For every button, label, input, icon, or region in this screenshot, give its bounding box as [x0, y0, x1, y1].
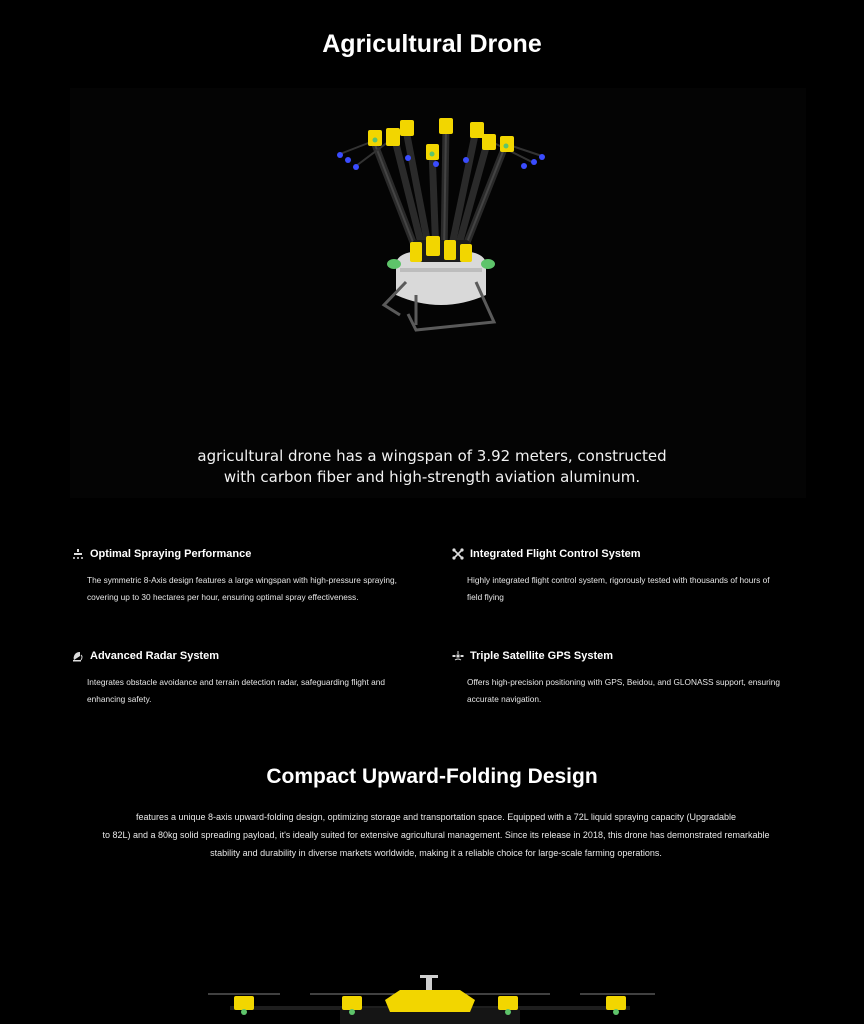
hero-panel [70, 88, 806, 498]
feature-description-line: Integrates obstacle avoidance and terrain detection radar, safeguarding flight and [87, 677, 385, 687]
feature-title: Integrated Flight Control System [470, 548, 641, 560]
section-description-line: features a unique 8-axis upward-folding design, optimizing storage and transportation space. Equipped with a 72L liquid spraying capacity (Upgradable [135, 812, 737, 822]
section-description-line: stability and durability in diverse markets worldwide, making it a reliable choice for large-scale farming operations. [210, 848, 662, 858]
feature-description [467, 572, 812, 606]
feature-description [87, 572, 432, 606]
feature-description-line: accurate navigation. [467, 694, 542, 704]
page-title: Agricultural Drone [322, 30, 542, 58]
section-description-line: to 82L) and a 80kg solid spreading payload, it's ideally suited for extensive agricultural management. Since its release in 2018, this drone has demonstrated remarkable [102, 830, 770, 840]
drone-folded-image [326, 100, 556, 350]
feature-description-line: The symmetric 8-Axis design features a large wingspan with high-pressure spraying, [87, 575, 397, 585]
hero-caption-line: with carbon fiber and high-strength aviation aluminum. [223, 468, 641, 486]
hero-caption [0, 446, 864, 488]
feature-title: Triple Satellite GPS System [470, 650, 614, 662]
feature-radar [72, 650, 432, 708]
feature-description-line: Highly integrated flight control system, rigorously tested with thousands of hours of [467, 575, 770, 585]
feature-spraying [72, 548, 432, 606]
feature-description-line: covering up to 30 hectares per hour, ensuring optimal spray effectiveness. [87, 592, 359, 602]
section-description [66, 808, 806, 862]
spray-icon [72, 548, 84, 560]
feature-title: Optimal Spraying Performance [90, 548, 252, 560]
feature-description-line: Offers high-precision positioning with GPS, Beidou, and GLONASS support, ensuring [467, 677, 780, 687]
satellite-icon [452, 650, 464, 662]
drone-unfolded-image [200, 970, 660, 1024]
feature-gps [452, 650, 812, 708]
feature-flight-control [452, 548, 812, 606]
section-title: Compact Upward-Folding Design [266, 765, 598, 788]
hero-caption-line: agricultural drone has a wingspan of 3.92 meters, constructed [197, 447, 667, 465]
feature-title: Advanced Radar System [90, 650, 219, 662]
radar-icon [72, 650, 84, 662]
feature-description-line: enhancing safety. [87, 694, 152, 704]
feature-description-line: field flying [467, 592, 504, 602]
feature-description [467, 674, 812, 708]
feature-description [87, 674, 432, 708]
drone-icon [452, 548, 464, 560]
